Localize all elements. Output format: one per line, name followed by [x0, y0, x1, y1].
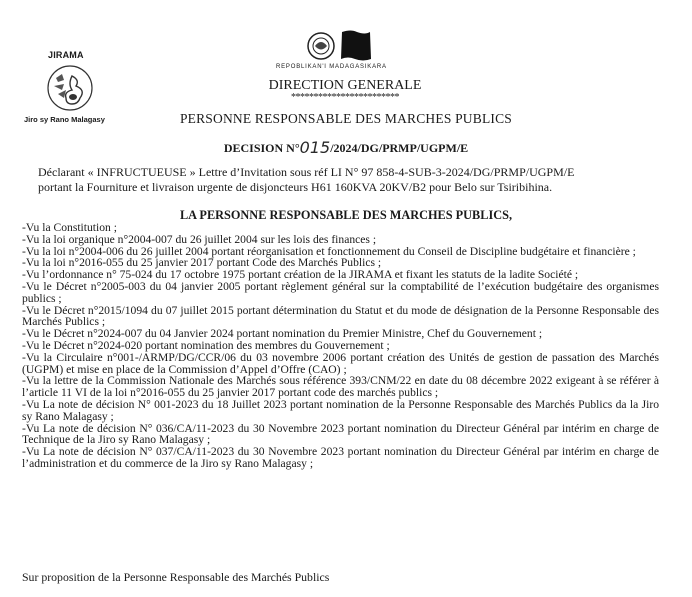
vu-item: -Vu la Circulaire n°001-/ARMP/DG/CCR/06 du 03 novembre 2006 portant création des Unités de gestion de passation des Marchés (UGPM) et mise en place de la Commission d’Appel d’Offre (CAO) ; [22, 350, 659, 376]
vu-item: -Vu le Décret n°2024-007 du 04 Janvier 2024 portant nomination du Premier Ministre, Chef du Gouvernement ; [22, 327, 543, 341]
company-name: JIRAMA [48, 50, 84, 60]
decision-number: 015 [299, 138, 331, 157]
vu-item: -Vu la Constitution ; [22, 221, 117, 234]
authority-title: PERSONNE RESPONSABLE DES MARCHES PUBLICS [179, 111, 513, 126]
jirama-logo-icon [42, 64, 98, 112]
national-seal-icon [306, 31, 336, 61]
company-tagline: Jiro sy Rano Malagasy [24, 115, 105, 124]
declarant-line: portant la Fourniture et livraison urgente de disjoncteurs H61 160KVA 20KV/B2 pour Belo sur Tsiribihina. [38, 179, 553, 194]
declarant-paragraph [38, 165, 678, 194]
vu-item: -Vu La note de décision N° 001-2023 du 18 Juillet 2023 portant nomination de la Personne Responsable des Marchés Publics da la Jiro sy Rano Malagasy ; [22, 397, 659, 423]
vu-item: -Vu le Décret n°2005-003 du 04 janvier 2005 portant règlement général sur la comptabilité de l’exécution budgétaire des organismes publics ; [22, 279, 659, 305]
vu-item: -Vu la lettre de la Commission Nationale des Marchés sous référence 393/CNM/22 en date du 08 décembre 2022 exigeant à se référer à l’article 11 VI de la loi n°2016-055 du 25 janvier 2017 portant code des marchés publics ; [22, 374, 659, 400]
vu-item: -Vu l’ordonnance n° 75-024 du 17 octobre 1975 portant création de la JIRAMA et fixant les statuts de la ladite Société ; [22, 268, 579, 282]
decision-title [0, 138, 692, 157]
vu-item: -Vu le Décret n°2024-020 portant nomination des membres du Gouvernement ; [22, 338, 390, 352]
declarant-line: Déclarant « INFRUCTUEUSE » Lettre d’Invitation sous réf LI N° 97 858-4-SUB-3-2024/DG/PRMP/UGPM/E [38, 165, 575, 179]
direction-title: DIRECTION GENERALE [268, 78, 422, 93]
decision-suffix: /2024/DG/PRMP/UGPM/E [330, 141, 469, 155]
vu-item: -Vu la loi organique n°2004-007 du 26 juillet 2004 sur les lois des finances ; [22, 232, 377, 246]
flag-icon [339, 29, 373, 62]
separator-stars: ************************ [291, 92, 399, 103]
vu-item: -Vu La note de décision N° 036/CA/11-2023 du 30 Novembre 2023 portant nomination du Directeur Général par intérim en charge de Technique de la Jiro sy Rano Malagasy ; [22, 421, 659, 447]
vu-item: -Vu la loi n°2016-055 du 25 janvier 2017 portant Code des Marchés Publics ; [22, 256, 382, 270]
vu-list [22, 222, 659, 470]
section-heading: LA PERSONNE RESPONSABLE DES MARCHES PUBLICS, [179, 208, 513, 222]
vu-item: -Vu la loi n°2004-006 du 26 juillet 2004 portant réorganisation et fonctionnement du Conseil de Discipline budgétaire et financière ; [22, 244, 636, 258]
republic-label: REPOBLIKAN'I MADAGASIKARA [276, 64, 387, 70]
vu-item: -Vu La note de décision N° 037/CA/11-2023 du 30 Novembre 2023 portant nomination du Directeur Général par intérim en charge de l’administration et du commerce de la Jiro sy Rano Malagasy ; [22, 445, 659, 470]
vu-item: -Vu le Décret n°2015/1094 du 07 juillet 2015 portant détermination du Statut et du mode de désignation de la Personne Responsable des Marchés Publics ; [22, 303, 659, 329]
decision-prefix: DECISION N° [223, 141, 300, 155]
closing-line: Sur proposition de la Personne Responsable des Marchés Publics [22, 570, 330, 584]
